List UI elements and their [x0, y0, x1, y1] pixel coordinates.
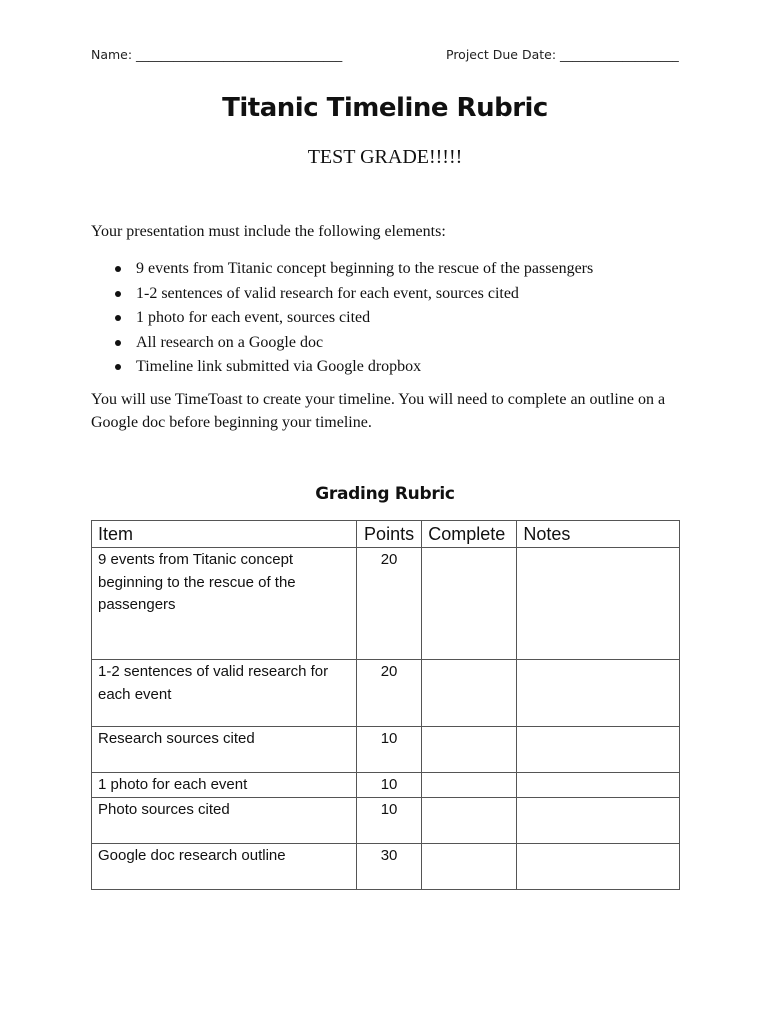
page-title: Titanic Timeline Rubric	[222, 93, 548, 123]
table-row	[92, 660, 680, 727]
points-cell: 30	[356, 843, 421, 889]
complete-cell	[422, 727, 517, 773]
complete-cell	[422, 660, 517, 727]
column-header-points: Points	[356, 521, 421, 548]
table-row	[92, 797, 680, 843]
rubric-table	[91, 520, 680, 890]
notes-cell	[517, 727, 680, 773]
page-subtitle: TEST GRADE!!!!!	[307, 146, 463, 168]
notes-cell	[517, 660, 680, 727]
table-header-row	[92, 521, 680, 548]
requirements-list	[91, 257, 593, 380]
table-row	[92, 843, 680, 889]
column-header-notes: Notes	[517, 521, 680, 548]
complete-cell	[422, 797, 517, 843]
notes-cell	[517, 843, 680, 889]
table-row	[92, 548, 680, 660]
list-item: 1-2 sentences of valid research for each event, sources cited	[91, 282, 593, 307]
list-item: 1 photo for each event, sources cited	[91, 306, 593, 331]
name-field-line: Name: _________________________________	[91, 47, 343, 62]
column-header-item: Item	[92, 521, 357, 548]
column-header-complete: Complete	[422, 521, 517, 548]
instructions-paragraph: You will use TimeToast to create your timeline. You will need to complete an outline on a Google doc before beginning your timeline.	[91, 391, 666, 431]
list-item: 9 events from Titanic concept beginning to the rescue of the passengers	[91, 257, 593, 282]
due-date-field-line: Project Due Date: ___________________	[446, 47, 679, 62]
points-cell: 20	[356, 660, 421, 727]
item-cell: Photo sources cited	[92, 797, 357, 843]
item-cell: Google doc research outline	[92, 843, 357, 889]
list-item: All research on a Google doc	[91, 331, 593, 356]
points-cell: 10	[356, 797, 421, 843]
points-cell: 20	[356, 548, 421, 660]
notes-cell	[517, 773, 680, 798]
complete-cell	[422, 548, 517, 660]
notes-cell	[517, 548, 680, 660]
points-cell: 10	[356, 773, 421, 798]
item-cell: 9 events from Titanic concept beginning to the rescue of the passengers	[92, 548, 357, 660]
list-item: Timeline link submitted via Google dropbox	[91, 355, 593, 380]
notes-cell	[517, 797, 680, 843]
item-cell: 1-2 sentences of valid research for each event	[92, 660, 357, 727]
complete-cell	[422, 843, 517, 889]
item-cell: 1 photo for each event	[92, 773, 357, 798]
points-cell: 10	[356, 727, 421, 773]
item-cell: Research sources cited	[92, 727, 357, 773]
rubric-title: Grading Rubric	[315, 484, 455, 504]
complete-cell	[422, 773, 517, 798]
table-row	[92, 727, 680, 773]
table-row	[92, 773, 680, 798]
intro-text: Your presentation must include the following elements:	[91, 223, 446, 240]
